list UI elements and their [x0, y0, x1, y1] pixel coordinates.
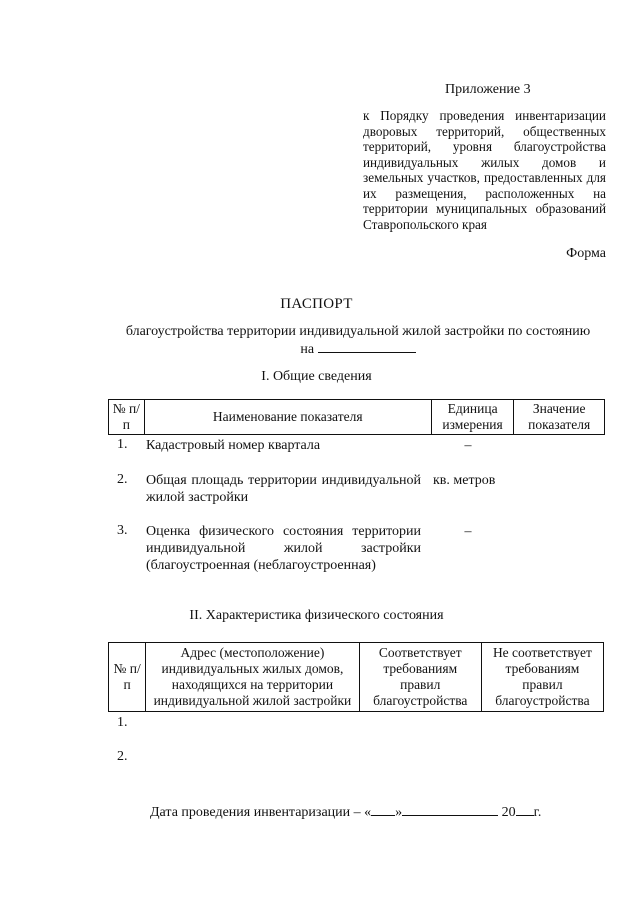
month-blank — [402, 803, 498, 816]
day-blank — [371, 803, 395, 816]
year-prefix: 20 — [501, 805, 516, 820]
passport-title: ПАСПОРТ — [280, 296, 353, 312]
year-suffix: г. — [533, 805, 542, 820]
row3-name: Оценка физического состояния территории индивидуальной жилой застройки (благоустроенная (неблагоустроенная) — [146, 524, 421, 573]
inventory-date-line — [150, 803, 541, 821]
date-blank — [318, 340, 416, 353]
col-unit-header: Единица измерения — [431, 400, 513, 435]
table2-row1-num: 1. — [117, 715, 128, 730]
row1-name: Кадастровый номер квартала — [146, 438, 321, 453]
passport-subtitle — [108, 324, 608, 358]
col2-address-header: Адрес (местоположение) индивидуальных жилых домов, находящихся на территории индивидуальной жилой застройки — [146, 643, 360, 712]
col2-compliant-header: Соответствует требованиям правил благоустройства — [359, 643, 481, 712]
year-blank — [516, 803, 534, 816]
col-num-header: № п/п — [109, 400, 145, 435]
row3-unit: – — [464, 524, 472, 539]
col-name-header: Наименование показателя — [144, 400, 431, 435]
row3-num: 3. — [117, 523, 128, 538]
general-info-table-header — [108, 399, 605, 435]
table2-row2-num: 2. — [117, 749, 128, 764]
col2-num-header: № п/п — [109, 643, 146, 712]
col2-noncompliant-header: Не соответствует требованиям правил благоустройства — [481, 643, 603, 712]
form-label: Форма — [566, 246, 606, 261]
appendix-title: Приложение 3 — [445, 82, 531, 97]
row1-num: 1. — [117, 437, 128, 452]
row1-unit: – — [464, 438, 472, 453]
quote-close: » — [395, 805, 403, 820]
appendix-note: к Порядку проведения инвентаризации дворовых территорий, общественных территорий, уровня благоустройства индивидуальных жилых домов и земельных участков, предоставленных для их размещения, расположенных на территории муниципальных образований Ставропольского края — [363, 108, 606, 232]
row2-name: Общая площадь территории индивидуальной жилой застройки — [146, 473, 421, 505]
row2-unit: кв. метров — [433, 473, 496, 488]
section1-title: I. Общие сведения — [261, 369, 372, 384]
subtitle-line1: благоустройства территории индивидуальной жилой застройки по состоянию — [125, 324, 591, 339]
section2-title: II. Характеристика физического состояния — [189, 608, 444, 623]
col-value-header: Значение показателя — [514, 400, 605, 435]
row2-num: 2. — [117, 472, 128, 487]
date-label: Дата проведения инвентаризации – « — [150, 805, 372, 820]
subtitle-date-prefix: на — [300, 342, 315, 357]
physical-state-table-header — [108, 642, 604, 712]
